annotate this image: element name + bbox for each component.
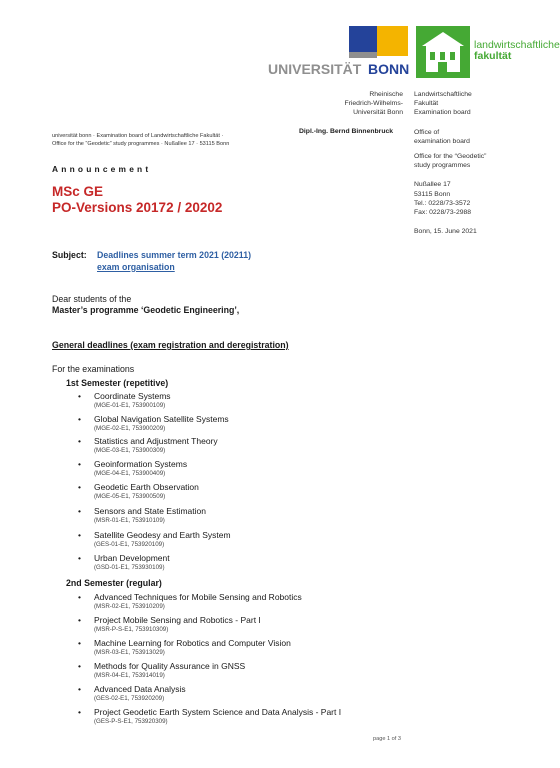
general-deadlines-heading: General deadlines (exam registration and deregistration) (52, 340, 289, 350)
title-line: MSc GE (52, 184, 104, 199)
course-code: (MSR-01-E1, 753910109) (94, 517, 165, 524)
bullet-icon: • (78, 391, 81, 401)
bullet-icon: • (78, 530, 81, 540)
course-code: (MSR-03-E1, 753913029) (94, 649, 165, 656)
sender-address (52, 132, 229, 148)
university-name-line: Universität Bonn (353, 109, 403, 117)
faculty-logo-line1: landwirtschaftliche (474, 39, 560, 51)
course-code: (MSR-P-S-E1, 753910309) (94, 626, 169, 633)
bullet-icon: • (78, 482, 81, 492)
bullet-icon: • (78, 414, 81, 424)
subject-line: Deadlines summer term 2021 (20211) (97, 250, 252, 260)
sender-line: universität bonn · Examination board of Landwirtschaftliche Fakultät · (52, 133, 224, 139)
faculty-logo-line2: fakultät (474, 50, 512, 62)
bullet-icon: • (78, 638, 81, 648)
subject-line: exam organisation (97, 261, 175, 272)
course-code: (MGE-02-E1, 753900209) (94, 425, 166, 432)
bullet-icon: • (78, 684, 81, 694)
svg-text:BONN: BONN (368, 61, 410, 77)
bullet-icon: • (78, 707, 81, 717)
course-code: (MGE-05-E1, 753900509) (94, 493, 166, 500)
course-name: Geodetic Earth Observation (94, 482, 199, 492)
sidebar-faculty: Landwirtschaftliche (414, 91, 472, 98)
bullet-icon: • (78, 506, 81, 516)
sidebar-fax: Fax: 0228/73-2988 (414, 209, 472, 217)
sidebar-office: Office of (414, 128, 440, 136)
course-name: Advanced Techniques for Mobile Sensing and Robotics (94, 592, 302, 602)
course-name: Methods for Quality Assurance in GNSS (94, 661, 246, 671)
university-name-line: Friedrich-Wilhelms- (344, 100, 403, 108)
course-code: (GSD-01-E1, 753930109) (94, 564, 165, 571)
course-code: (MGE-04-E1, 753900409) (94, 470, 166, 477)
course-name: Statistics and Adjustment Theory (94, 436, 218, 446)
course-name: Coordinate Systems (94, 391, 171, 401)
bullet-icon: • (78, 592, 81, 602)
bullet-icon: • (78, 459, 81, 469)
sidebar-office: Office for the “Geodetic” (414, 153, 487, 161)
course-name: Machine Learning for Robotics and Computer Vision (94, 638, 291, 648)
sidebar-faculty: Examination board (414, 109, 471, 117)
greeting-line: Master’s programme ‘Geodetic Engineering’, (52, 305, 240, 315)
course-name: Sensors and State Estimation (94, 506, 206, 516)
course-code: (GES-02-E1, 753920209) (94, 695, 165, 702)
subject-text (97, 250, 251, 273)
svg-text:UNIVERSITÄT: UNIVERSITÄT (268, 61, 362, 77)
for-examinations-text: For the examinations (52, 364, 135, 374)
sidebar (414, 90, 539, 236)
letter-date: Bonn, 15. June 2021 (414, 228, 477, 236)
announcement-label: Announcement (52, 164, 152, 174)
semester1-heading: 1st Semester (repetitive) (66, 378, 169, 388)
course-name: Project Mobile Sensing and Robotics - Part I (94, 615, 261, 625)
course-code: (MSR-02-E1, 753910209) (94, 603, 165, 610)
course-name: Urban Development (94, 553, 170, 563)
course-code: (GES-01-E1, 753920109) (94, 541, 165, 548)
university-full-name (300, 90, 403, 118)
university-bonn-logo (268, 26, 408, 82)
course-name: Geoinformation Systems (94, 459, 188, 469)
sidebar-address: Nußallee 17 (414, 181, 451, 189)
sidebar-office: examination board (414, 137, 470, 145)
course-code: (GES-P-S-E1, 753920309) (94, 718, 168, 725)
document-title (52, 184, 222, 216)
subject-label: Subject: (52, 250, 87, 260)
bullet-icon: • (78, 661, 81, 671)
signatory-name: Dipl.-Ing. Bernd Binnenbruck (299, 128, 394, 135)
greeting (52, 294, 239, 316)
semester2-heading: 2nd Semester (regular) (66, 578, 162, 588)
faculty-logo-text (474, 40, 560, 62)
sidebar-address: 53115 Bonn (414, 190, 451, 198)
sidebar-faculty: Fakultät (414, 100, 439, 108)
course-code: (MSR-04-E1, 753914019) (94, 672, 165, 679)
sender-line: Office for the “Geodetic” study programmes · Nußallee 17 · 53115 Bonn (52, 141, 230, 147)
bullet-icon: • (78, 553, 81, 563)
page-number: page 1 of 3 (373, 736, 401, 742)
course-name: Satellite Geodesy and Earth System (94, 530, 231, 540)
course-name: Advanced Data Analysis (94, 684, 186, 694)
university-name-line: Rheinische (369, 91, 403, 98)
bullet-icon: • (78, 436, 81, 446)
bullet-icon: • (78, 615, 81, 625)
sidebar-office: study programmes (414, 162, 471, 170)
title-line: PO-Versions 20172 / 20202 (52, 200, 223, 215)
sidebar-phone: Tel.: 0228/73-3572 (414, 199, 471, 207)
course-code: (MGE-01-E1, 753900109) (94, 402, 166, 409)
course-name: Global Navigation Satellite Systems (94, 414, 229, 424)
greeting-line: Dear students of the (52, 294, 132, 304)
course-name: Project Geodetic Earth System Science and Data Analysis - Part I (94, 707, 342, 717)
course-code: (MGE-03-E1, 753900309) (94, 447, 166, 454)
